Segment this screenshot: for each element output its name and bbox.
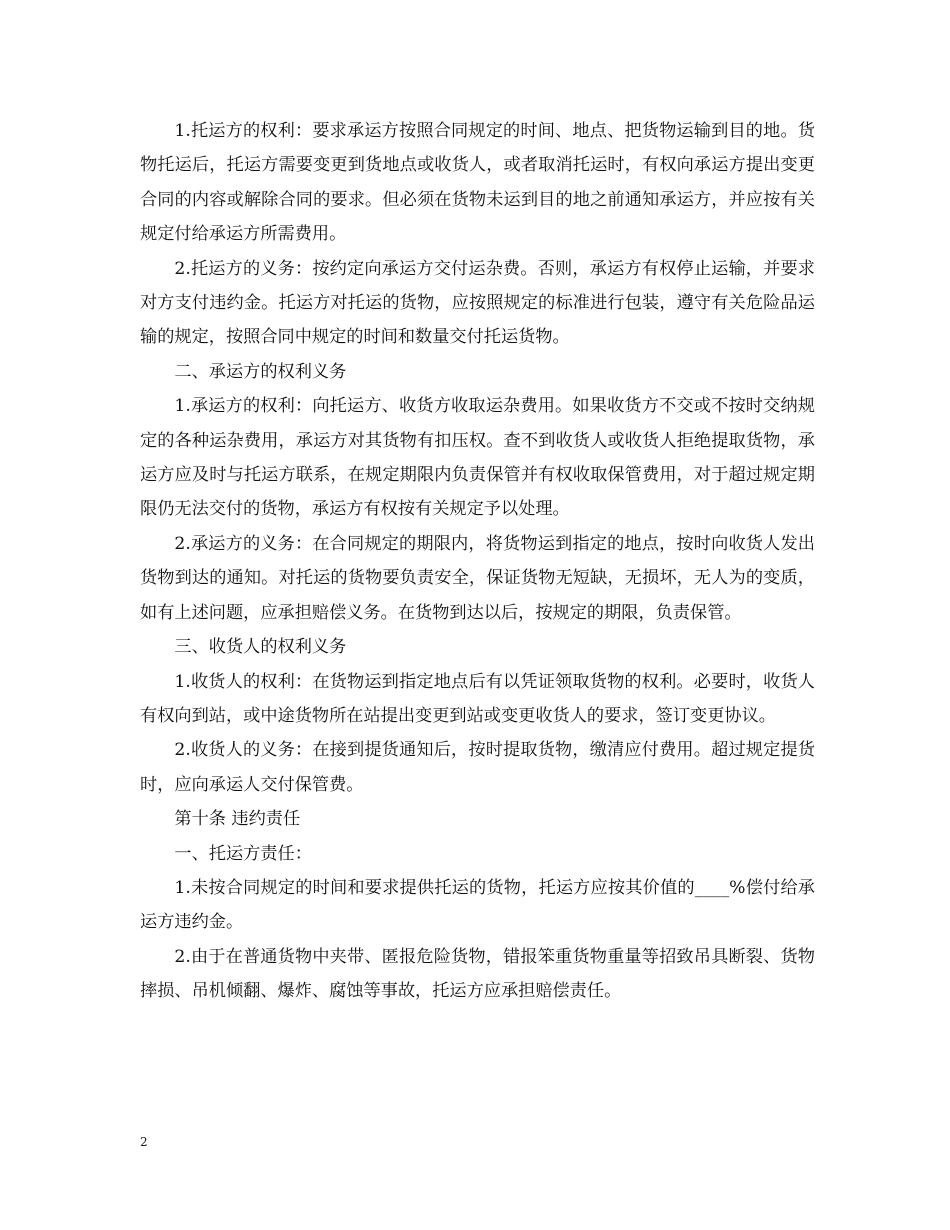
paragraph-consignee-rights: 1.收货人的权利：在货物运到指定地点后有以凭证领取货物的权利。必要时，收货人有权向到站，或中途货物所在站提出变更到站或变更收货人的要求，签订变更协议。 [140,671,815,726]
paragraph-liability-late-goods: 1.未按合同规定的时间和要求提供托运的货物，托运方应按其价值的____%偿付给承运方违约金。 [140,877,815,933]
page-number: 2 [140,1135,148,1149]
heading-article-ten: 第十条 违约责任 [174,809,301,830]
heading-consignee-rights-obligations: 三、收货人的权利义务 [174,637,347,658]
paragraph-liability-dangerous-goods: 2.由于在普通货物中夹带、匿报危险货物，错报笨重货物重量等招致吊具断裂、货物摔损、吊机倾翻、爆炸、腐蚀等事故，托运方应承担赔偿责任。 [140,946,815,1002]
heading-carrier-rights-obligations: 二、承运方的权利义务 [174,361,347,382]
paragraph-carrier-obligations: 2.承运方的义务：在合同规定的期限内，将货物运到指定的地点，按时向收货人发出货物到达的通知。对托运的货物要负责安全，保证货物无短缺，无损坏，无人为的变质，如有上述问题，应承担赔偿义务。在货物到达以后，按规定的期限，负责保管。 [140,533,815,623]
heading-shipper-liability: 一、托运方责任： [174,843,312,864]
page-body [140,114,815,1009]
paragraph-carrier-rights: 1.承运方的权利：向托运方、收货方收取运杂费用。如果收货方不交或不按时交纳规定的各种运杂费用，承运方对其货物有扣压权。查不到收货人或收货人拒绝提取货物，承运方应及时与托运方联系，在规定期限内负责保管并有权收取保管费用，对于超过规定期限仍无法交付的货物，承运方有权按有关规定予以处理。 [140,396,815,520]
paragraph-shipper-obligations: 2.托运方的义务：按约定向承运方交付运杂费。否则，承运方有权停止运输，并要求对方支付违约金。托运方对托运的货物，应按照规定的标准进行包装，遵守有关危险品运输的规定，按照合同中规定的时间和数量交付托运货物。 [140,258,815,348]
paragraph-shipper-rights: 1.托运方的权利：要求承运方按照合同规定的时间、地点、把货物运输到目的地。货物托运后，托运方需要变更到货地点或收货人，或者取消托运时，有权向承运方提出变更合同的内容或解除合同的要求。但必须在货物未运到目的地之前通知承运方，并应按有关规定付给承运方所需费用。 [140,121,815,245]
paragraph-consignee-obligations: 2.收货人的义务：在接到提货通知后，按时提取货物，缴清应付费用。超过规定提货时，应向承运人交付保管费。 [140,740,815,795]
